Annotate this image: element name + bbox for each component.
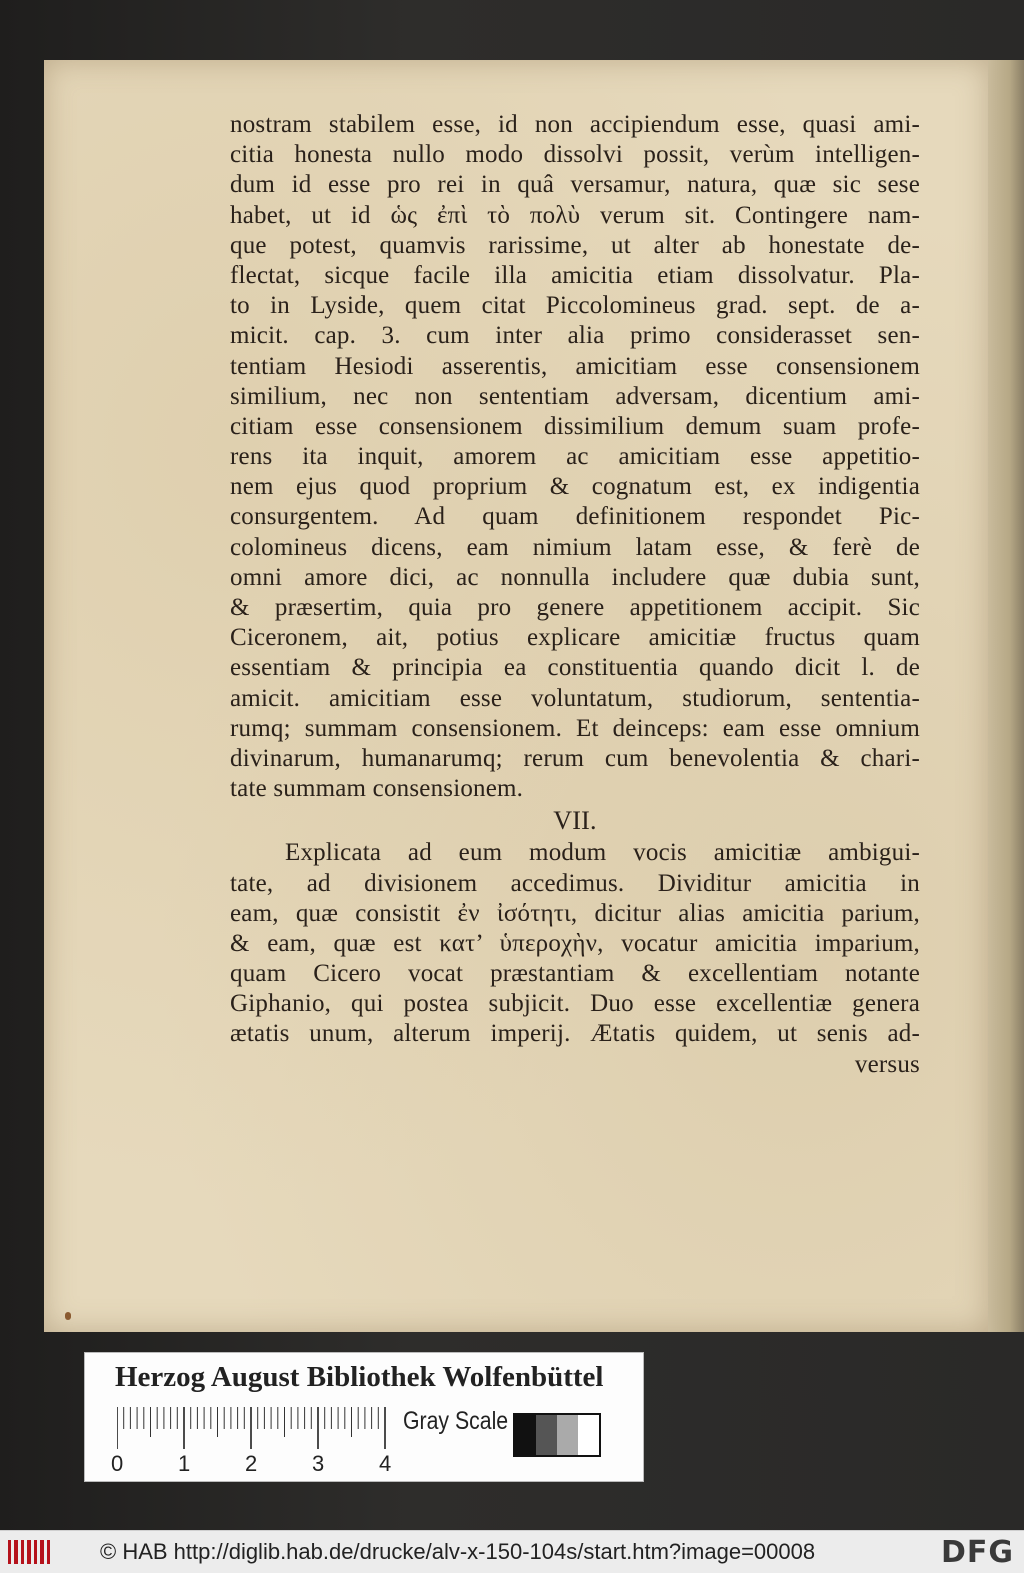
page-text (230, 110, 920, 1080)
ruler-label: 2 (245, 1451, 258, 1476)
text-line: flectat, sicque facile illa amicitia etiam dissolvatur. Pla- (230, 261, 920, 289)
ink-spot (65, 1312, 71, 1320)
text-line: nostram stabilem esse, id non accipiendum esse, quasi ami- (230, 111, 920, 138)
text-line: tate summam consensionem. (230, 775, 524, 803)
text-line: to in Lyside, quem citat Piccolomineus grad. sept. de a- (230, 292, 920, 320)
text-line: similium, nec non sententiam adversam, dicentium ami- (230, 382, 920, 410)
text-line: Giphanio, qui postea subjicit. Duo esse excellentiæ genera (230, 990, 920, 1018)
text-line: tentiam Hesiodi asserentis, amicitiam esse consensionem (230, 352, 920, 380)
ruler-label: 1 (178, 1451, 191, 1476)
text-line: rumq; summam consensionem. Et deinceps: eam esse omnium (230, 714, 920, 742)
ruler-scale (117, 1407, 387, 1449)
text-line: divinarum, humanarumq; rerum cum benevolentia & chari- (230, 744, 920, 772)
text-line: que potest, quamvis rarissime, ut alter ab honestate de- (230, 231, 920, 259)
text-line: Explicata ad eum modum vocis amicitiæ ambigui- (285, 839, 920, 867)
hab-logo-icon (8, 1540, 50, 1564)
text-line: amicit. amicitiam esse voluntatum, studiorum, sententia- (230, 684, 920, 712)
text-line: tate, ad divisionem accedimus. Dividitur amicitia in (230, 869, 920, 897)
text-line: eam, quæ consistit ἐν ἰσότητι, dicitur alias amicitia parium, (230, 899, 920, 927)
library-name: Herzog August Bibliothek Wolfenbüttel (115, 1361, 604, 1393)
text-line: habet, ut id ὡς ἐπὶ τὸ πολὺ verum sit. Contingere nam- (230, 201, 920, 229)
viewer-footer (0, 1530, 1024, 1573)
text-line: citiam esse consensionem dissimilium demum suam profe- (230, 412, 920, 440)
text-line: Ciceronem, ait, potius explicare amicitiæ fructus quam (230, 624, 920, 652)
gray-scale-swatch (513, 1413, 601, 1457)
color-calibration-card (84, 1352, 644, 1482)
text-line: nem ejus quod proprium & cognatum est, ex indigentia (230, 473, 920, 501)
text-line: ætatis unum, alterum imperij. Ætatis quidem, ut senis ad- (230, 1020, 920, 1048)
text-line: citia honesta nullo modo dissolvi possit, verùm intelligen- (230, 141, 920, 169)
text-line: & præsertim, quia pro genere appetitionem accipit. Sic (230, 594, 920, 621)
text-line: essentiam & principia ea constituentia quando dicit l. de (230, 654, 920, 682)
text-line: quam Cicero vocat præstantiam & excellentiam notante (230, 960, 920, 988)
text-line: micit. cap. 3. cum inter alia primo considerasset sen- (230, 322, 920, 350)
source-link[interactable]: © HAB http://diglib.hab.de/drucke/alv-x-150-104s/start.htm?image=00008 (100, 1539, 816, 1564)
catchword: versus (854, 1050, 920, 1078)
text-line: colomineus dicens, eam nimium latam esse, & ferè de (230, 533, 920, 561)
facing-page-edge (988, 60, 1024, 1332)
text-line: omni amore dici, ac nonnulla includere quæ dubia sunt, (230, 563, 920, 591)
gray-scale-label: Gray Scale (403, 1407, 509, 1435)
section-heading: VII. (553, 806, 597, 836)
ruler-label: 0 (111, 1451, 124, 1476)
text-line: & eam, quæ est κατ’ ὑπεροχὴν, vocatur amicitia imparium, (230, 929, 920, 957)
text-line: rens ita inquit, amorem ac amicitiam esse appetitio- (230, 443, 920, 471)
ruler-label: 4 (379, 1451, 392, 1476)
dfg-logo: DFG (940, 1535, 1014, 1570)
ruler-label: 3 (312, 1451, 325, 1476)
text-line: dum id esse pro rei in quâ versamur, natura, quæ sic sese (230, 171, 920, 199)
text-line: consurgentem. Ad quam definitionem respondet Pic- (230, 503, 920, 531)
